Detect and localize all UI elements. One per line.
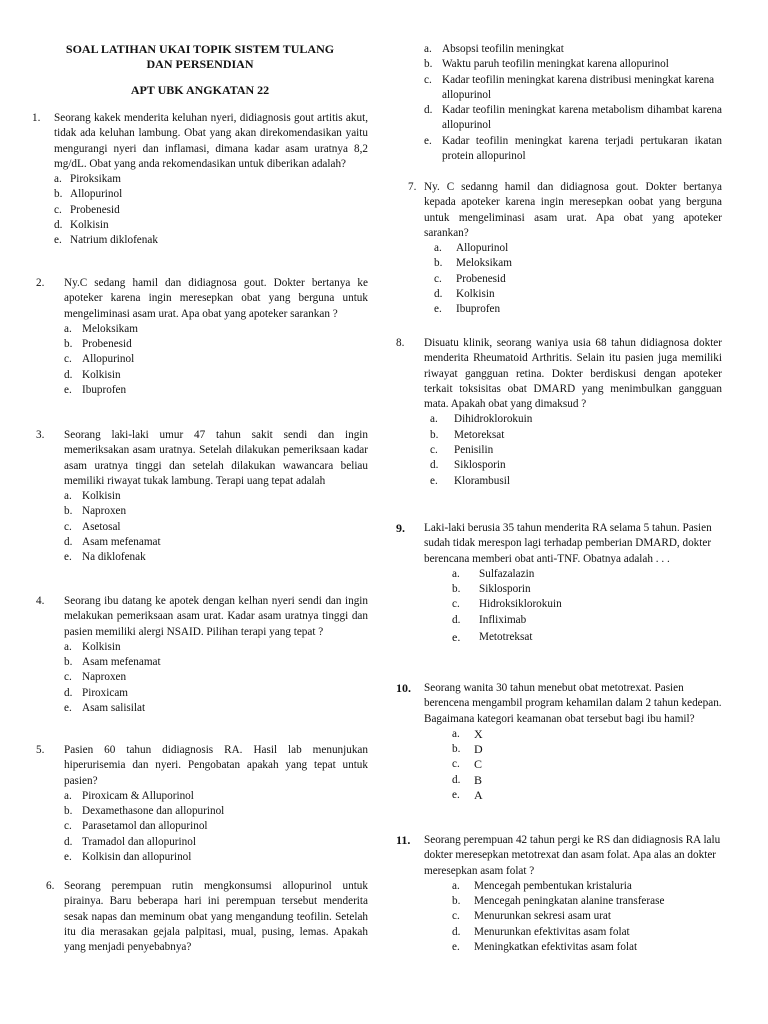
option-c[interactable]: c. Kadar teofilin meningkat karena distribusi meningkat karena allopurinol: [424, 73, 715, 101]
option-d[interactable]: d. Menurunkan efektivitas asam folat: [452, 925, 630, 938]
document-title: [32, 42, 368, 72]
option-a[interactable]: a. Kolkisin: [64, 490, 121, 503]
question-text: Laki-laki berusia 35 tahun menderita RA selama 5 tahun. Pasien sudah tidak merespon lagi terhadap pemberian DMARD, dokter berencana memberi obat anti-TNF. Obatnya adalah . . .: [424, 522, 712, 565]
question-number: 2.: [36, 277, 45, 289]
option-e[interactable]: e. Natrium diklofenak: [54, 234, 158, 247]
question-text: Seorang kakek menderita keluhan nyeri, didiagnosis gout artitis akut, tidak ada keluhan lambung. Obat yang akan direkomendasikan yaitu mengurangi nyeri dan inflamasi, dimana kadar asam uratnya 8,2 mg/dL. Obat yang anda rekomendasikan untuk diberikan adalah?: [54, 112, 368, 170]
options-list: [424, 567, 722, 645]
option-c[interactable]: c. Allopurinol: [64, 353, 135, 366]
option-c[interactable]: c. Asetosal: [64, 520, 121, 533]
options-list: [424, 241, 722, 317]
option-c[interactable]: c. Hidroksiklorokuin: [452, 598, 562, 611]
option-d[interactable]: d. Asam mefenamat: [64, 536, 161, 549]
options-list: [424, 42, 722, 164]
option-a[interactable]: a. Kolkisin: [64, 640, 121, 653]
question-2: [32, 276, 368, 398]
option-a[interactable]: a. Allopurinol: [434, 242, 509, 255]
option-b[interactable]: b. Naproxen: [64, 505, 127, 518]
question-number: 6.: [46, 880, 55, 892]
option-e[interactable]: e. Kolkisin dan allopurinol: [64, 851, 192, 864]
question-number: 3.: [36, 429, 45, 441]
option-e[interactable]: e. Kadar teofilin meningkat karena terjadi pertukaran ikatan protein allopurinol: [424, 134, 722, 163]
question-9: [396, 521, 722, 645]
option-e[interactable]: e. Na diklofenak: [64, 551, 146, 564]
options-list: [64, 640, 368, 716]
question-6-options: [396, 42, 722, 164]
question-text: Seorang perempuan 42 tahun pergi ke RS dan didiagnosis RA lalu dokter meresepkan metotrexat dan asam folat. Apa alas an dokter meresepkan asam folat ?: [424, 834, 721, 877]
option-a[interactable]: a. Piroxicam & Alluporinol: [64, 789, 194, 802]
option-c[interactable]: c. Penisilin: [430, 444, 494, 457]
option-b[interactable]: b. Dexamethasone dan allopurinol: [64, 805, 225, 818]
question-5: [32, 743, 368, 865]
question-number: 9.: [396, 521, 405, 535]
question-3: [32, 428, 368, 566]
question-11: [396, 833, 722, 955]
question-text: Seorang perempuan rutin mengkonsumsi allopurinol untuk pirainya. Baru beberapa hari ini perempuan tersebut menderita sesak napas dan meminum obat yang mengandung teofilin. Setelah itu dia merasakan gejala palpitasi, mual, pusing, lemas. Apakah yang menjadi penyebabnya?: [64, 880, 368, 954]
question-number: 8.: [396, 337, 405, 349]
option-e[interactable]: e. A: [452, 788, 483, 803]
option-c[interactable]: c. Probenesid: [54, 203, 120, 216]
option-b[interactable]: b. Allopurinol: [54, 188, 123, 201]
option-d[interactable]: d. Siklosporin: [430, 459, 506, 472]
question-number: 1.: [32, 112, 41, 124]
option-c[interactable]: c. Probenesid: [434, 272, 506, 285]
question-text: Seorang wanita 30 tahun menebut obat metotrexat. Pasien berencena mengambil program kehamilan dalam 2 tahun kedepan. Bagaimana kategori keamanan obat tersebut bagi ibu hamil?: [424, 682, 722, 725]
options-list: [64, 789, 368, 865]
option-b[interactable]: b. Asam mefenamat: [64, 656, 161, 669]
option-a[interactable]: a. Sulfazalazin: [452, 567, 535, 580]
question-number: 11.: [396, 833, 411, 847]
option-c[interactable]: c. C: [452, 757, 483, 772]
option-b[interactable]: b. Probenesid: [64, 338, 132, 351]
option-d[interactable]: d. Piroxicam: [64, 686, 128, 699]
option-e[interactable]: e. Ibuprofen: [64, 384, 127, 397]
title-line-2: DAN PERSENDIAN: [146, 57, 254, 71]
question-text: Ny.C sedang hamil dan didiagnosa gout. Dokter bertanya ke apoteker karena ingin meresepkan obat yang berguna untuk mengeliminasi asam urat. Apa obat yang apoteker sarankan ?: [64, 277, 368, 320]
question-text: Seorang ibu datang ke apotek dengan kelhan nyeri sendi dan ingin melakukan pemeriksaan asam urat. Kadar asam uratnya tinggi dan pasien memiliki alergi NSAID. Pilihan terapi yang tepat ?: [64, 595, 368, 638]
option-d[interactable]: d. B: [452, 772, 483, 787]
option-a[interactable]: a. Absopsi teofilin meningkat: [424, 43, 564, 55]
option-b[interactable]: b. D: [452, 742, 483, 757]
option-b[interactable]: b. Meloksikam: [434, 257, 512, 270]
question-text: Ny. C sedanng hamil dan didiagnosa gout. Dokter bertanya kepada apoteker karena ingin meresepkan oobat yang berguna untuk mengeliminasi asam urat. Apa obat yang apoteker sarankan?: [424, 181, 722, 239]
options-list: [424, 412, 722, 488]
option-a[interactable]: a. Dihidroklorokuin: [430, 413, 533, 426]
question-8: [396, 336, 722, 489]
option-e[interactable]: e. Metotreksat: [452, 630, 533, 645]
option-b[interactable]: b. Metoreksat: [430, 428, 505, 441]
question-number: 10.: [396, 681, 411, 695]
option-b[interactable]: b. Mencegah peningkatan alanine transferase: [452, 895, 665, 908]
options-list: [64, 322, 368, 398]
option-d[interactable]: d. Kolkisin: [64, 368, 121, 381]
option-a[interactable]: a. X: [452, 726, 483, 741]
option-c[interactable]: c. Parasetamol dan allopurinol: [64, 820, 208, 833]
question-text: Disuatu klinik, seorang waniya usia 68 tahun didiagnosa dokter menderita Rheumatoid Arthritis. Selain itu pasien juga memiliki riwayat gangguan retina. Dokter berdiskusi dengan apoteker terkait toksisitas obat DMARD yang menimbulkan gangguan mata. Apakah obat yang dimaksud ?: [424, 337, 722, 411]
option-e[interactable]: e. Klorambusil: [430, 474, 510, 487]
options-list: [64, 489, 368, 565]
option-b[interactable]: b. Waktu paruh teofilin meningkat karena allopurinol: [424, 58, 669, 71]
option-d[interactable]: d. Tramadol dan allopurinol: [64, 835, 196, 848]
title-line-1: SOAL LATIHAN UKAI TOPIK SISTEM TULANG: [65, 42, 335, 56]
question-6: [32, 879, 368, 955]
option-a[interactable]: a. Piroksikam: [54, 173, 121, 186]
question-number: 7.: [408, 181, 417, 193]
options-list: [54, 172, 368, 248]
option-e[interactable]: e. Ibuprofen: [434, 303, 501, 316]
question-7: [396, 180, 722, 318]
question-number: 5.: [36, 744, 45, 756]
options-list: [424, 727, 722, 803]
question-number: 4.: [36, 595, 45, 607]
question-text: Pasien 60 tahun didiagnosis RA. Hasil lab menunjukan hiperurisemia dan nyeri. Pengobatan apakah yang tepat untuk pasien?: [64, 744, 368, 787]
option-a[interactable]: a. Meloksikam: [64, 322, 138, 335]
option-e[interactable]: e. Asam salisilat: [64, 702, 146, 715]
option-d[interactable]: d. Infliximab: [452, 613, 527, 626]
question-1: [32, 111, 368, 249]
option-d[interactable]: d. Kolkisin: [54, 219, 109, 232]
question-10: [396, 681, 722, 803]
option-b[interactable]: b. Siklosporin: [452, 583, 531, 596]
option-a[interactable]: a. Mencegah pembentukan kristaluria: [452, 879, 632, 892]
document-subtitle: APT UBK ANGKATAN 22: [130, 83, 270, 97]
option-d[interactable]: d. Kadar teofilin meningkat karena metabolism dihambat karena allopurinol: [424, 104, 722, 132]
option-d[interactable]: d. Kolkisin: [434, 288, 495, 301]
option-c[interactable]: c. Naproxen: [64, 671, 127, 684]
option-c[interactable]: c. Menurunkan sekresi asam urat: [452, 910, 612, 923]
options-list: [424, 879, 722, 955]
question-text: Seorang laki-laki umur 47 tahun sakit sendi dan ingin memeriksakan asam uratnya. Setelah dilakukan pemeriksaan kadar asam uratnya tinggi dan setelah dilakukan wawancara beliau memiliki riwayat tukak lambung. Terapi uang tepat adalah: [64, 429, 368, 487]
option-e[interactable]: e. Meningkatkan efektivitas asam folat: [452, 941, 638, 954]
question-4: [32, 594, 368, 716]
